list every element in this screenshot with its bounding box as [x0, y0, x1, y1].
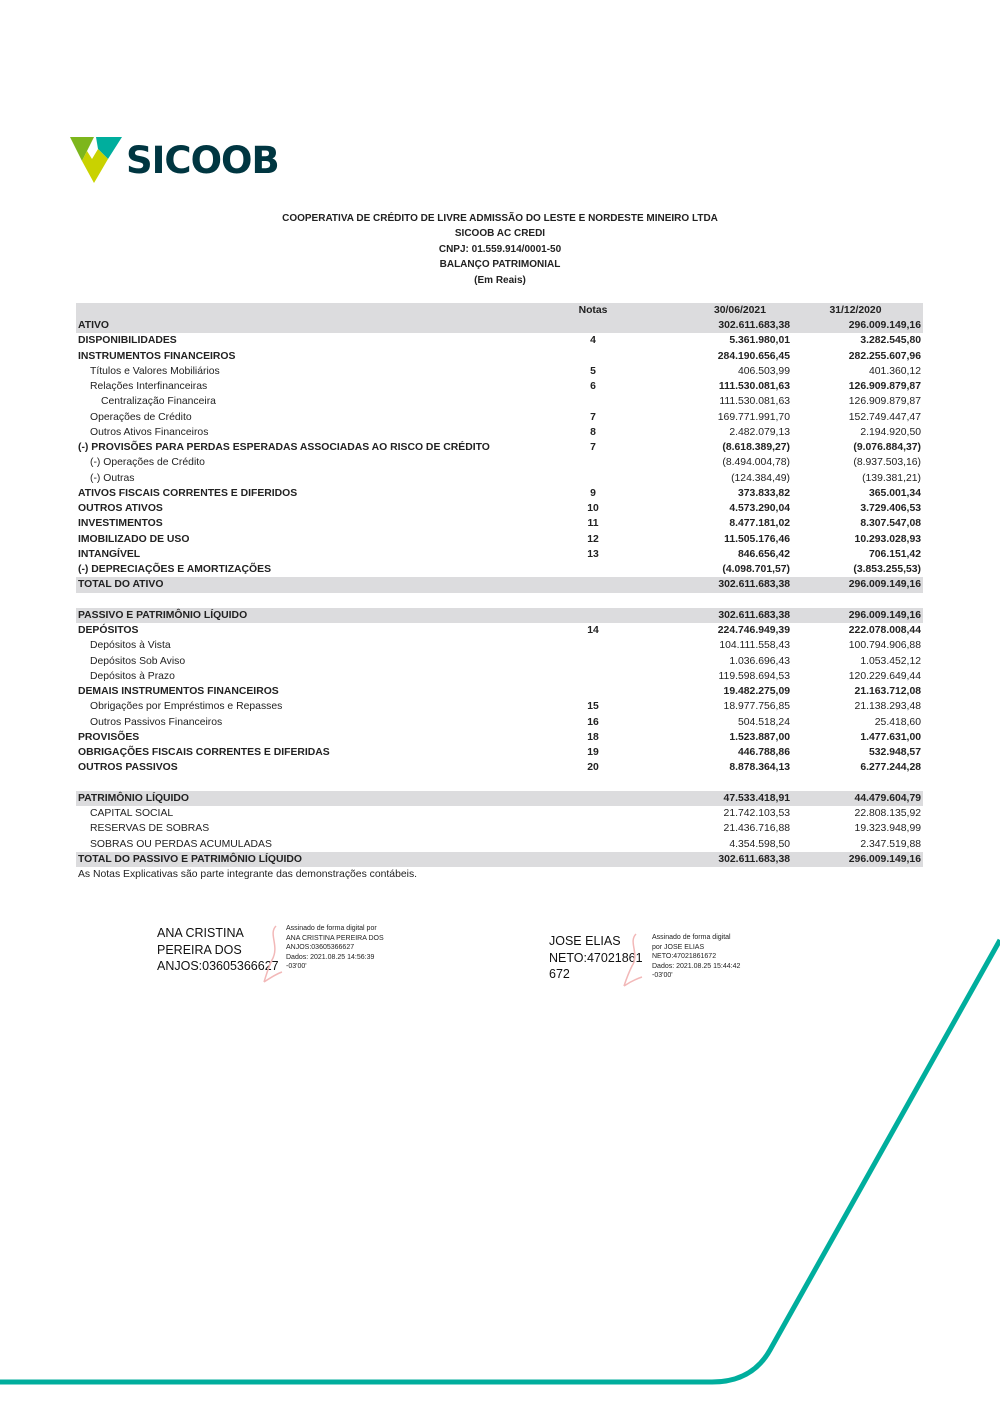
- row-value-period-1: 504.518,24: [737, 716, 790, 728]
- row-label: OUTROS ATIVOS: [78, 503, 163, 514]
- signature-details-2: [652, 933, 740, 981]
- row-label: DISPONIBILIDADES: [78, 335, 177, 347]
- row-nota: 7: [590, 411, 596, 423]
- row-label: (-) Outras: [90, 472, 135, 484]
- row-value-period-1: 21.742.103,53: [723, 808, 790, 819]
- row-value-period-1: 47.533.418,91: [723, 792, 790, 804]
- row-value-period-2: 10.293.028,93: [854, 533, 921, 545]
- row-value-period-1: 2.482.079,13: [729, 426, 790, 438]
- balance-sheet-table: [76, 303, 923, 882]
- row-label: PATRIMÔNIO LÍQUIDO: [78, 792, 190, 804]
- table-row: [76, 318, 923, 333]
- row-nota: 8: [590, 426, 596, 438]
- table-header: [76, 303, 923, 318]
- row-value-period-2: 6.277.244,28: [860, 762, 921, 774]
- row-value-period-2: 401.360,12: [868, 365, 921, 377]
- row-value-period-2: (8.937.503,16): [853, 457, 921, 469]
- row-nota: 20: [587, 762, 599, 774]
- table-row: [76, 684, 923, 699]
- row-nota: 14: [587, 625, 599, 636]
- row-label: DEPÓSITOS: [78, 625, 139, 636]
- row-label: Obrigações por Empréstimos e Repasses: [90, 701, 283, 713]
- table-row: [76, 821, 923, 836]
- signature-detail-line: Dados: 2021.08.25 15:44:42: [652, 962, 741, 970]
- sicoob-logo-text: SICOOB: [126, 138, 279, 182]
- table-row: [76, 791, 923, 806]
- row-label: SOBRAS OU PERDAS ACUMULADAS: [90, 838, 272, 850]
- row-label: Relações Interfinanceiras: [90, 381, 208, 392]
- table-row: [76, 349, 923, 364]
- table-row: [76, 654, 923, 669]
- row-nota: 16: [587, 716, 599, 728]
- row-label: (-) PROVISÕES PARA PERDAS ESPERADAS ASSOCIADAS AO RISCO DE CRÉDITO: [78, 442, 490, 453]
- row-value-period-1: 111.530.081,63: [719, 396, 790, 408]
- signature-mark-icon: [622, 932, 644, 988]
- row-value-period-1: 4.354.598,50: [729, 838, 790, 850]
- row-label: Depósitos Sob Aviso: [90, 655, 186, 667]
- signature-detail-line: ANJOS:03605366627: [286, 944, 355, 951]
- signature-name-line: ANJOS:03605366627: [157, 959, 279, 973]
- table-row: [76, 501, 923, 516]
- row-nota: 10: [587, 503, 599, 514]
- signature-detail-line: por JOSE ELIAS: [652, 943, 705, 951]
- row-value-period-1: 19.482.275,09: [723, 686, 790, 697]
- row-value-period-2: 8.307.547,08: [860, 518, 921, 530]
- row-label: Depósitos à Vista: [90, 640, 171, 652]
- row-value-period-1: 8.878.364,13: [729, 762, 790, 774]
- row-value-period-2: 296.009.149,16: [848, 853, 921, 865]
- table-row: [76, 669, 923, 684]
- row-value-period-1: 4.573.290,04: [729, 503, 790, 514]
- row-label: ATIVOS FISCAIS CORRENTES E DIFERIDOS: [78, 487, 298, 499]
- row-value-period-2: 2.347.519,88: [860, 838, 921, 850]
- row-value-period-2: 21.138.293,48: [854, 701, 921, 713]
- statement-title: BALANÇO PATRIMONIAL: [439, 259, 561, 271]
- row-value-period-2: 282.255.607,96: [848, 350, 921, 362]
- row-value-period-2: (3.853.255,53): [853, 564, 921, 575]
- row-nota: 12: [587, 533, 599, 545]
- row-label: TOTAL DO PASSIVO E PATRIMÔNIO LÍQUIDO: [78, 853, 302, 865]
- table-row: [76, 852, 923, 867]
- table-row: [76, 699, 923, 714]
- row-nota: 19: [587, 747, 599, 758]
- row-value-period-2: 296.009.149,16: [848, 320, 921, 331]
- row-label: (-) Operações de Crédito: [90, 457, 205, 469]
- table-row: [76, 760, 923, 775]
- signature-detail-line: Assinado de forma digital: [652, 934, 731, 941]
- row-nota: 15: [587, 701, 599, 713]
- row-value-period-2: 3.729.406,53: [860, 503, 921, 514]
- row-label: OBRIGAÇÕES FISCAIS CORRENTES E DIFERIDAS: [78, 747, 330, 758]
- row-value-period-2: 25.418,60: [874, 716, 921, 728]
- row-value-period-1: 302.611.683,38: [718, 320, 790, 331]
- signature-name-line: NETO:47021861: [549, 950, 643, 965]
- row-value-period-1: 111.530.081,63: [718, 381, 790, 392]
- signature-detail-line: Assinado de forma digital por: [286, 925, 377, 932]
- row-label: Títulos e Valores Mobiliários: [90, 365, 220, 377]
- row-value-period-1: 302.611.683,38: [718, 609, 790, 621]
- row-value-period-1: (8.494.004,78): [722, 457, 790, 469]
- sicoob-logo: [70, 137, 279, 183]
- row-nota: 11: [587, 518, 599, 530]
- row-nota: 9: [590, 487, 596, 499]
- signature-mark-icon: [262, 924, 284, 984]
- row-label: Outros Passivos Financeiros: [90, 716, 223, 728]
- row-value-period-1: (4.098.701,57): [722, 564, 790, 575]
- signature-name-line: PEREIRA DOS: [157, 942, 242, 957]
- row-label: Operações de Crédito: [90, 411, 192, 423]
- row-value-period-2: 365.001,34: [868, 487, 921, 499]
- row-label: DEMAIS INSTRUMENTOS FINANCEIROS: [78, 686, 279, 697]
- row-value-period-2: 296.009.149,16: [848, 579, 921, 591]
- row-nota: 6: [590, 381, 596, 392]
- row-value-period-1: 21.436.716,88: [723, 823, 790, 835]
- table-row: [76, 379, 923, 394]
- table-row: [76, 623, 923, 638]
- row-value-period-1: 104.111.558,43: [719, 640, 790, 652]
- row-value-period-1: 5.361.980,01: [729, 335, 790, 347]
- signature-details-1: [286, 924, 384, 972]
- row-value-period-1: 1.523.887,00: [729, 731, 790, 743]
- row-label: CAPITAL SOCIAL: [90, 808, 174, 819]
- table-row: [76, 745, 923, 760]
- row-label: ATIVO: [78, 320, 109, 331]
- row-label: Centralização Financeira: [101, 396, 216, 408]
- row-label: IMOBILIZADO DE USO: [78, 533, 190, 545]
- row-value-period-2: (9.076.884,37): [853, 442, 921, 453]
- row-value-period-2: 19.323.948,99: [854, 823, 921, 835]
- row-label: Outros Ativos Financeiros: [90, 426, 209, 438]
- row-value-period-2: 21.163.712,08: [854, 686, 921, 697]
- signature-name-line: 672: [549, 967, 570, 981]
- signature-detail-line: NETO:47021861672: [652, 953, 717, 960]
- row-value-period-1: 169.771.991,70: [717, 411, 790, 423]
- row-value-period-2: 1.053.452,12: [860, 655, 921, 667]
- table-row: [76, 455, 923, 470]
- table-row: [76, 516, 923, 531]
- row-value-period-1: 373.833,82: [737, 487, 790, 499]
- row-value-period-2: 2.194.920,50: [860, 426, 921, 438]
- row-value-period-2: 126.909.879,87: [848, 396, 921, 408]
- row-value-period-1: 1.036.696,43: [729, 655, 790, 667]
- row-value-period-1: 284.190.656,45: [717, 350, 790, 362]
- header-period-2: 31/12/2020: [829, 305, 882, 316]
- row-label: INVESTIMENTOS: [78, 518, 163, 530]
- table-row: [76, 638, 923, 653]
- table-row: [76, 333, 923, 348]
- table-row: [76, 486, 923, 501]
- footnote: As Notas Explicativas são parte integrante das demonstrações contábeis.: [78, 869, 418, 880]
- table-row: [76, 394, 923, 409]
- row-value-period-1: 8.477.181,02: [729, 518, 790, 530]
- table-row: [76, 562, 923, 577]
- row-value-period-1: (124.384,49): [731, 472, 790, 484]
- signature-name-line: JOSE ELIAS: [549, 934, 621, 948]
- currency-note: (Em Reais): [474, 274, 526, 286]
- spacer-row: [76, 593, 923, 608]
- row-value-period-2: 22.808.135,92: [854, 808, 921, 819]
- cnpj: CNPJ: 01.559.914/0001-50: [438, 243, 562, 255]
- header-notas: Notas: [578, 305, 608, 316]
- table-row: [76, 440, 923, 455]
- header-period-1: 30/06/2021: [713, 305, 766, 316]
- row-value-period-2: 126.909.879,87: [848, 381, 921, 392]
- sicoob-logo-icon: [70, 137, 122, 183]
- table-row: [76, 577, 923, 592]
- table-row: [76, 425, 923, 440]
- row-nota: 5: [590, 365, 596, 377]
- row-label: PASSIVO E PATRIMÔNIO LÍQUIDO: [78, 609, 248, 621]
- row-nota: 18: [587, 731, 599, 743]
- row-label: TOTAL DO ATIVO: [78, 579, 164, 591]
- table-row: [76, 837, 923, 852]
- row-value-period-1: 846.656,42: [737, 548, 790, 560]
- table-row: [76, 730, 923, 745]
- row-value-period-2: 3.282.545,80: [860, 335, 921, 347]
- row-nota: 4: [590, 335, 596, 347]
- document-heading: [0, 211, 1000, 288]
- row-label: RESERVAS DE SOBRAS: [90, 823, 210, 835]
- cooperative-name: COOPERATIVA DE CRÉDITO DE LIVRE ADMISSÃO DO LESTE E NORDESTE MINEIRO LTDA: [282, 213, 718, 224]
- signature-detail-line: -03'00': [652, 972, 673, 979]
- row-label: INTANGÍVEL: [78, 548, 141, 560]
- row-value-period-1: 302.611.683,38: [718, 579, 790, 591]
- signature-name-line: ANA CRISTINA: [157, 926, 244, 940]
- row-value-period-1: 11.505.176,46: [724, 533, 790, 545]
- row-value-period-2: 100.794.906,88: [848, 640, 921, 652]
- row-label: OUTROS PASSIVOS: [78, 762, 178, 774]
- row-value-period-2: 1.477.631,00: [860, 731, 921, 743]
- spacer-row: [76, 776, 923, 791]
- row-value-period-1: 302.611.683,38: [718, 853, 790, 865]
- signature-detail-line: ANA CRISTINA PEREIRA DOS: [286, 934, 384, 942]
- row-value-period-2: 152.749.447,47: [848, 411, 921, 423]
- row-label: Depósitos à Prazo: [90, 670, 175, 682]
- table-row: [76, 547, 923, 562]
- table-row: [76, 364, 923, 379]
- row-value-period-2: 120.229.649,44: [848, 670, 921, 682]
- row-value-period-1: 119.598.694,53: [718, 670, 790, 682]
- row-value-period-2: 706.151,42: [868, 548, 921, 560]
- row-value-period-1: (8.618.389,27): [722, 442, 790, 453]
- row-value-period-2: 296.009.149,16: [848, 609, 921, 621]
- table-row: [76, 471, 923, 486]
- row-nota: 7: [590, 442, 596, 453]
- row-value-period-2: 44.479.604,79: [854, 792, 921, 804]
- row-value-period-2: 532.948,57: [868, 747, 921, 758]
- signature-detail-line: -03'00': [286, 963, 307, 970]
- table-row: [76, 806, 923, 821]
- row-label: INSTRUMENTOS FINANCEIROS: [78, 350, 236, 362]
- row-value-period-1: 446.788,86: [737, 747, 790, 758]
- table-row: [76, 532, 923, 547]
- signature-detail-line: Dados: 2021.08.25 14:56:39: [286, 953, 375, 961]
- row-value-period-1: 18.977.756,85: [723, 701, 790, 713]
- short-name: SICOOB AC CREDI: [454, 228, 546, 240]
- row-label: (-) DEPRECIAÇÕES E AMORTIZAÇÕES: [78, 564, 272, 575]
- signature-name-1: [157, 925, 279, 975]
- row-value-period-2: (139.381,21): [862, 472, 921, 484]
- row-value-period-1: 224.746.949,39: [717, 625, 790, 636]
- row-value-period-2: 222.078.008,44: [848, 625, 921, 636]
- table-row: [76, 410, 923, 425]
- table-row: [76, 608, 923, 623]
- row-nota: 13: [587, 548, 599, 560]
- table-row: [76, 715, 923, 730]
- row-label: PROVISÕES: [78, 731, 140, 743]
- row-value-period-1: 406.503,99: [737, 365, 790, 377]
